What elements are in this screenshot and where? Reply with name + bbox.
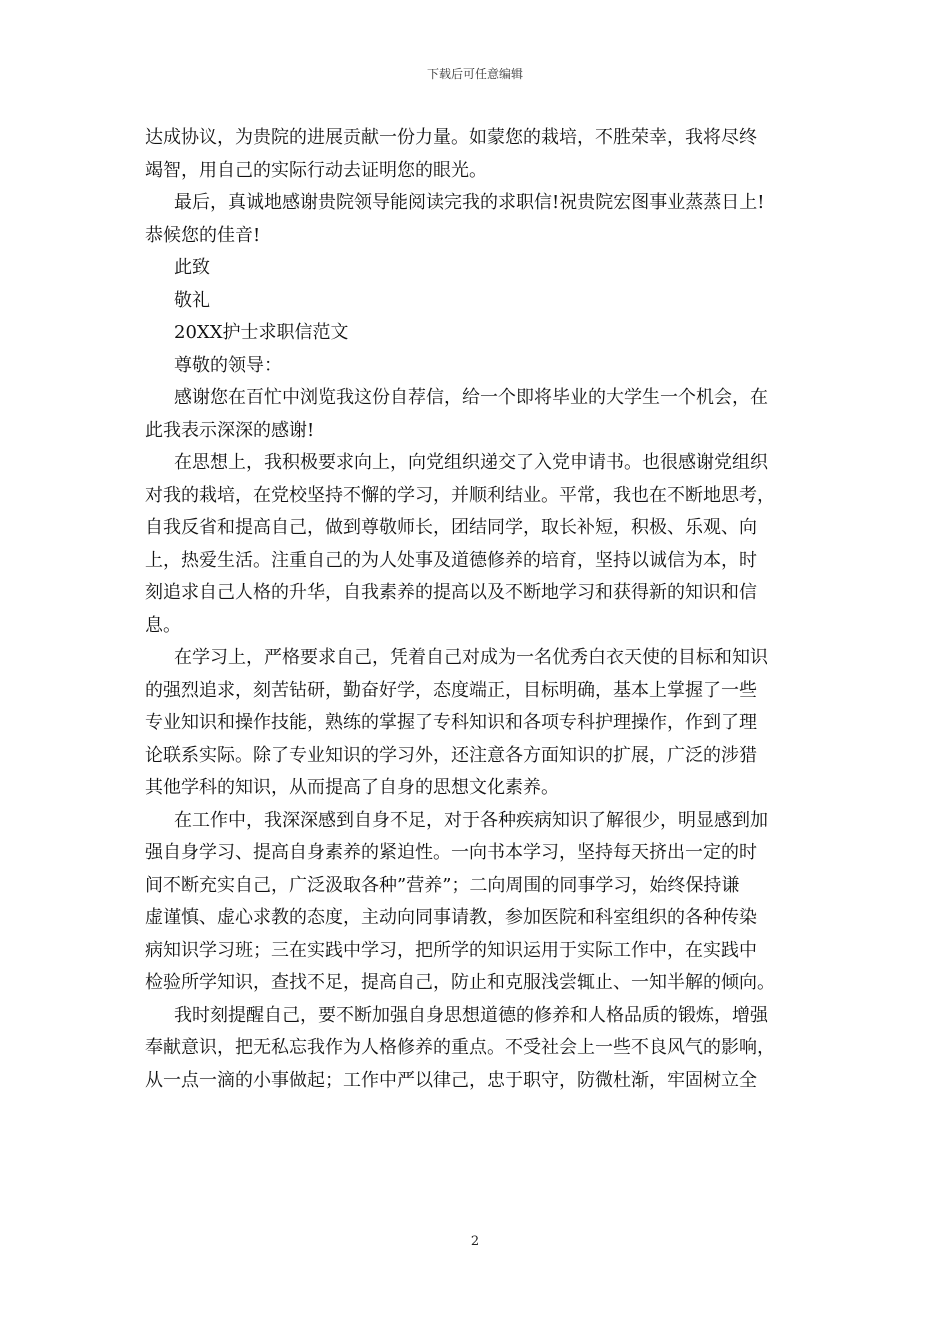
text-line: 专业知识和操作技能，熟练的掌握了专科知识和各项专科护理操作，作到了理 — [145, 712, 757, 733]
text-line: 其他学科的知识，从而提高了自身的思想文化素养。 — [145, 777, 559, 798]
text-line: 间不断充实自己，广泛汲取各种”营养”；二向周围的同事学习，始终保持谦 — [145, 874, 740, 896]
text-line: 感谢您在百忙中浏览我这份自荐信，给一个即将毕业的大学生一个机会，在 — [174, 387, 768, 408]
text-line: 在工作中，我深深感到自身不足，对于各种疾病知识了解很少，明显感到加 — [174, 809, 768, 831]
page-header-note: 下载后可任意编辑 — [426, 67, 523, 81]
text-line: 从一点一滴的小事做起；工作中严以律己，忠于职守，防微杜渐，牢固树立全 — [145, 1069, 757, 1091]
text-line: 对我的栽培，在党校坚持不懈的学习，并顺利结业。平常，我也在不断地思考， — [145, 484, 775, 506]
page-number: 2 — [470, 1234, 480, 1249]
text-line: 在思想上，我积极要求向上，向党组织递交了入党申请书。也很感谢党组织 — [174, 452, 768, 473]
text-line: 刻追求自己人格的升华，自我素养的提高以及不断地学习和获得新的知识和信 — [145, 582, 757, 603]
text-line: 检验所学知识，查找不足，提高自己，防止和克服浅尝辄止、一知半解的倾向。 — [145, 972, 775, 993]
text-line: 竭智，用自己的实际行动去证明您的眼光。 — [145, 159, 487, 181]
text-line: 强自身学习、提高自身素养的紧迫性。一向书本学习，坚持每天挤出一定的时 — [145, 842, 757, 863]
text-line: 的强烈追求，刻苦钻研，勤奋好学，态度端正，目标明确，基本上掌握了一些 — [145, 679, 757, 701]
text-line: 达成协议，为贵院的进展贡献一份力量。如蒙您的栽培，不胜荣幸，我将尽终 — [145, 127, 757, 148]
text-line: 自我反省和提高自己，做到尊敬师长，团结同学，取长补短，积极、乐观、向 — [145, 517, 757, 538]
text-line: 上，热爱生活。注重自己的为人处事及道德修养的培育，坚持以诚信为本，时 — [145, 549, 757, 571]
text-line: 此我表示深深的感谢! — [145, 419, 315, 441]
document-body — [145, 122, 807, 1097]
text-line: 20XX护士求职信范文 — [174, 322, 349, 343]
text-line: 敬礼 — [174, 289, 210, 311]
text-line: 奉献意识，把无私忘我作为人格修养的重点。不受社会上一些不良风气的影响， — [145, 1037, 775, 1058]
text-line: 息。 — [145, 614, 181, 636]
text-line: 虚谨慎、虚心求教的态度，主动向同事请教，参加医院和科室组织的各种传染 — [145, 907, 757, 928]
text-line: 我时刻提醒自己，要不断加强自身思想道德的修养和人格品质的锻炼，增强 — [174, 1004, 768, 1026]
text-line: 论联系实际。除了专业知识的学习外，还注意各方面知识的扩展，广泛的涉猎 — [145, 744, 757, 766]
text-line: 在学习上，严格要求自己，凭着自己对成为一名优秀白衣天使的目标和知识 — [174, 647, 768, 668]
text-line: 此致 — [174, 257, 210, 278]
text-line: 恭候您的佳音! — [145, 224, 261, 246]
text-line: 尊敬的领导： — [174, 354, 282, 376]
text-line: 病知识学习班；三在实践中学习，把所学的知识运用于实际工作中，在实践中 — [145, 939, 757, 961]
text-line: 最后，真诚地感谢贵院领导能阅读完我的求职信!祝贵院宏图事业蒸蒸日上! — [174, 192, 765, 213]
